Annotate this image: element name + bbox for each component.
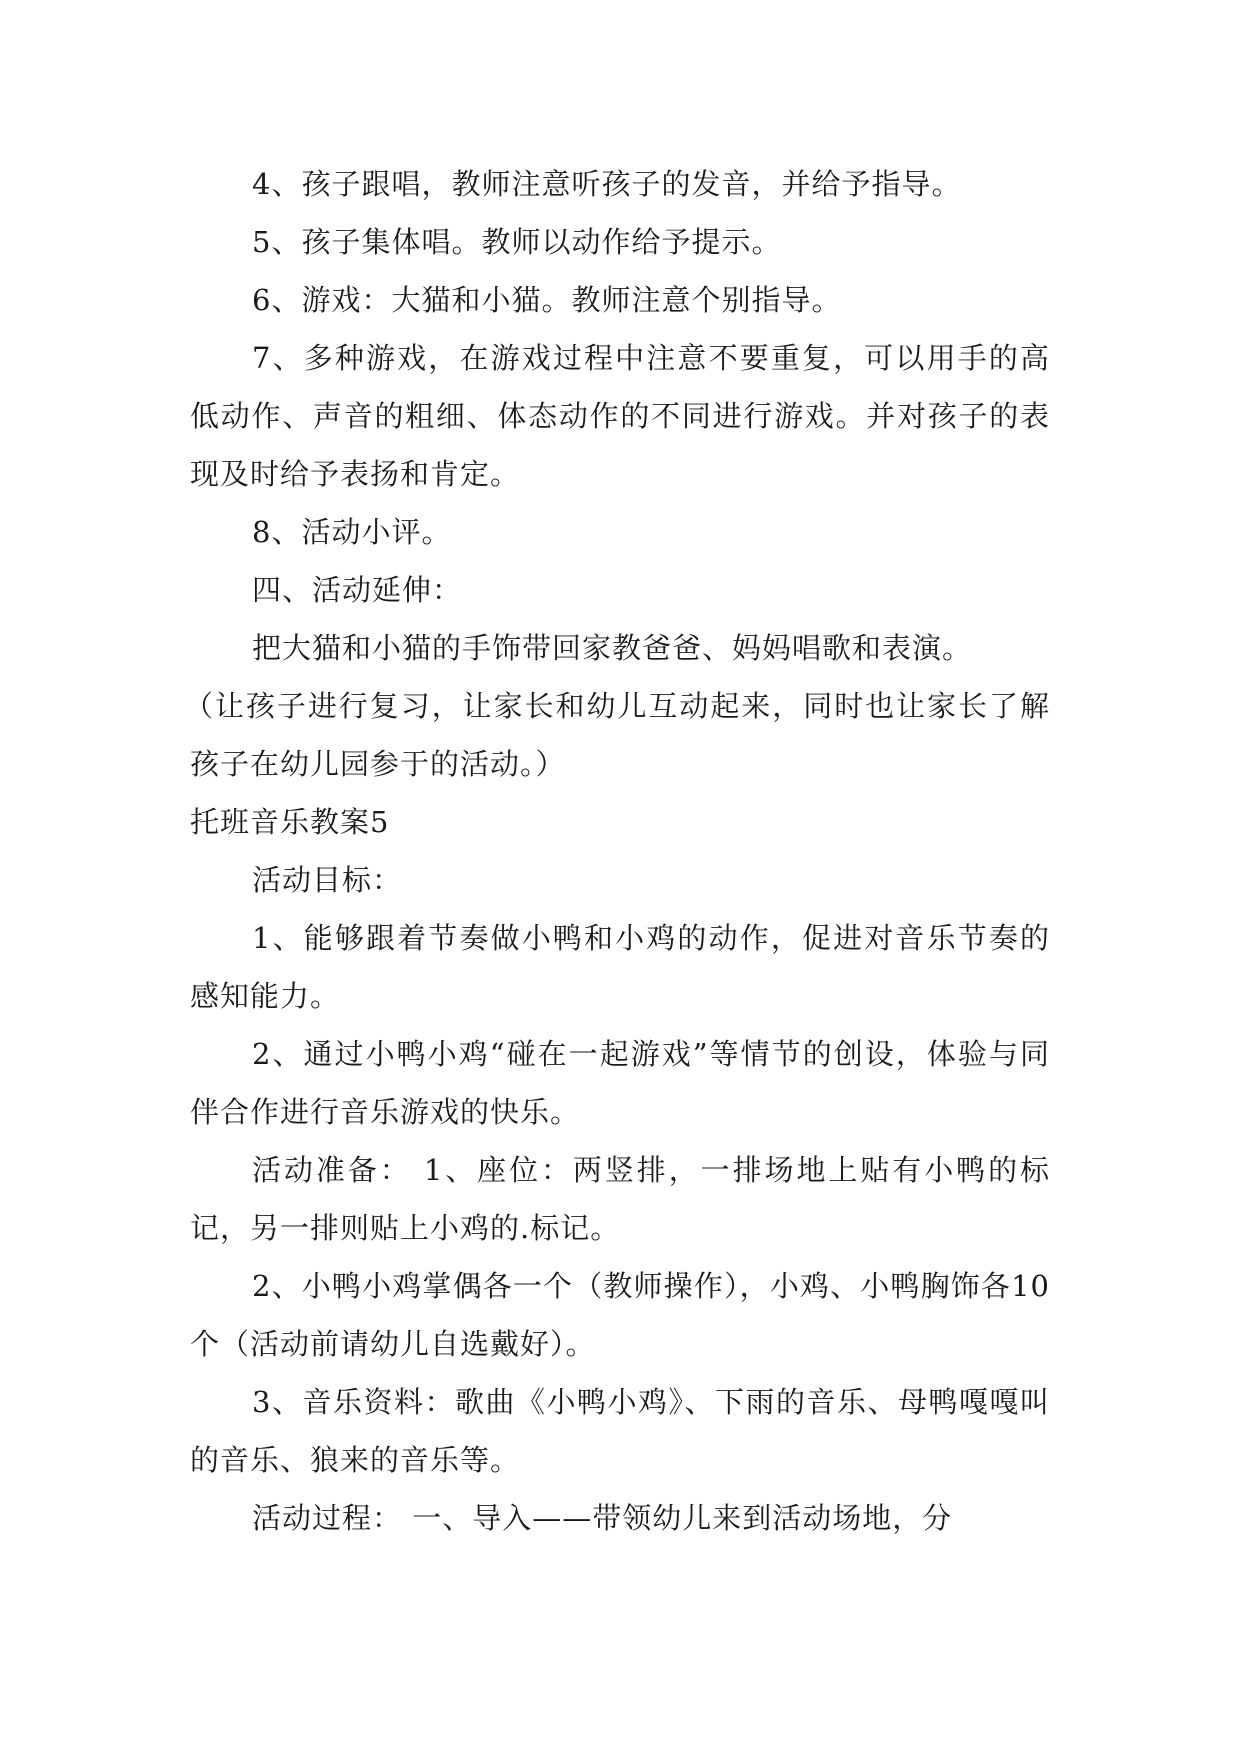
section-heading: 四、活动延伸： [252,573,463,607]
paragraph: 活动过程： 一、导入——带领幼儿来到活动场地，分 [252,1501,953,1535]
paragraph: 6、游戏：大猫和小猫。教师注意个别指导。 [252,283,842,317]
paragraph: 活动准备： 1、座位：两竖排，一排场地上贴有小鸭的标记，另一排则贴上小鸡的.标记。 [190,1153,1050,1245]
paragraph: 5、孩子集体唱。教师以动作给予提示。 [252,225,782,259]
paragraph: 3、音乐资料：歌曲《小鸭小鸡》、下雨的音乐、母鸭嘎嘎叫的音乐、狼来的音乐等。 [190,1385,1050,1477]
paragraph: 2、通过小鸭小鸡“碰在一起游戏”等情节的创设，体验与同伴合作进行音乐游戏的快乐。 [190,1037,1050,1129]
document-title: 托班音乐教案5 [190,805,390,839]
paragraph: 1、能够跟着节奏做小鸭和小鸡的动作，促进对音乐节奏的感知能力。 [190,921,1050,1013]
document-body [184,155,1050,1547]
paragraph: 8、活动小评。 [252,515,452,549]
paragraph: 把大猫和小猫的手饰带回家教爸爸、妈妈唱歌和表演。 [252,631,973,665]
section-heading: 活动目标： [252,863,403,897]
paragraph: 2、小鸭小鸡掌偶各一个（教师操作），小鸡、小鸭胸饰各10个（活动前请幼儿自选戴好）。 [190,1269,1050,1361]
paragraph: 7、多种游戏，在游戏过程中注意不要重复，可以用手的高低动作、声音的粗细、体态动作的不同进行游戏。并对孩子的表现及时给予表扬和肯定。 [190,341,1050,491]
paragraph: （让孩子进行复习，让家长和幼儿互动起来，同时也让家长了解孩子在幼儿园参于的活动。） [184,689,1050,781]
paragraph: 4、孩子跟唱，教师注意听孩子的发音，并给予指导。 [252,167,962,201]
